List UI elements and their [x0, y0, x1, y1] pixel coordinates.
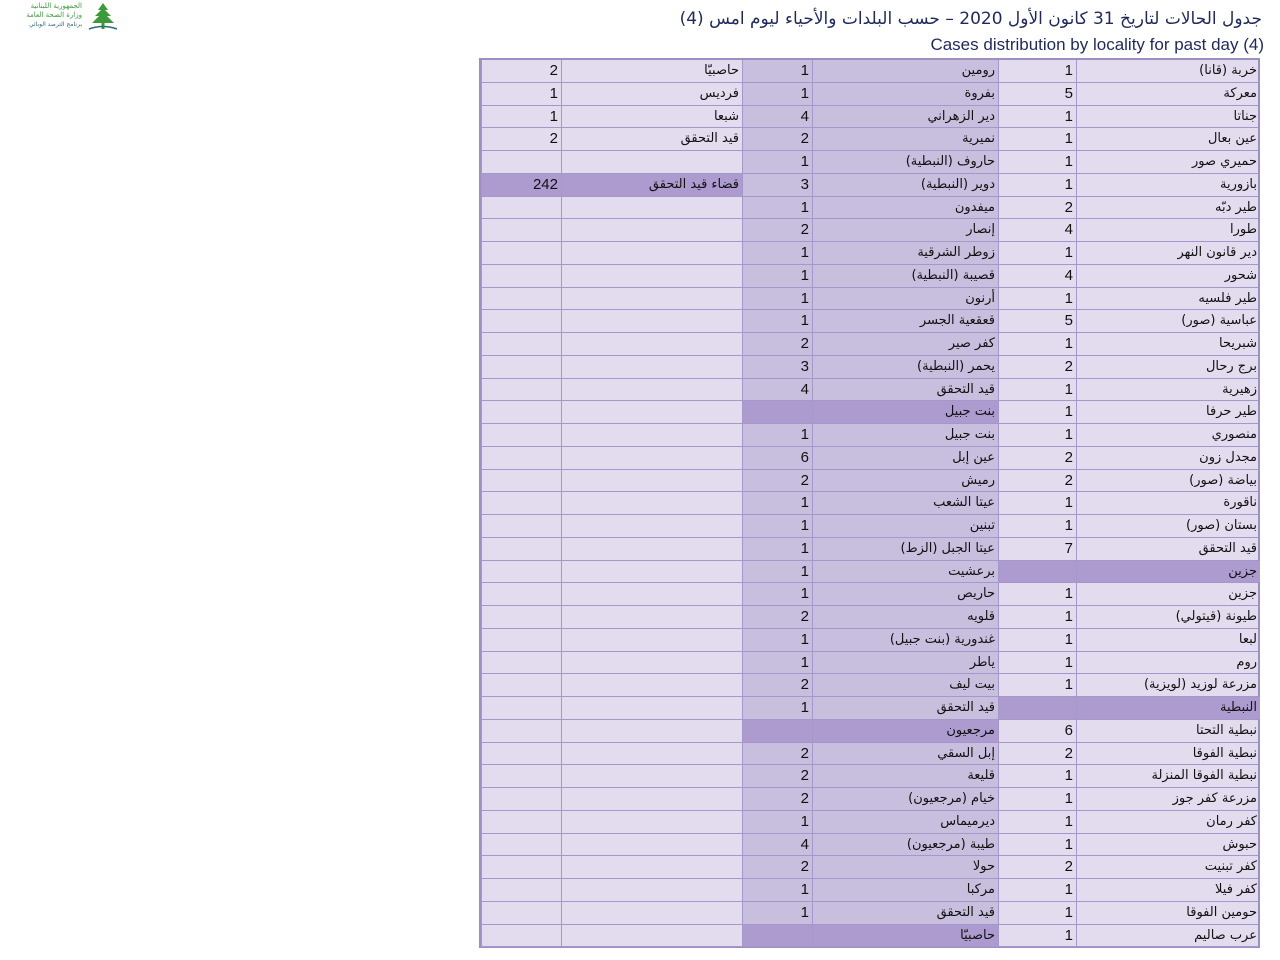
- cases-count-col2: 1: [742, 902, 812, 924]
- cases-count-col1: 1: [998, 401, 1076, 423]
- locality-name-col1: كفر تبنيت: [1076, 856, 1260, 878]
- cases-count-col2: 1: [742, 583, 812, 605]
- locality-name-col1: زهيرية: [1076, 379, 1260, 401]
- cases-count-col2: 2: [742, 333, 812, 355]
- cases-count-col2: [742, 925, 812, 947]
- cases-count-col1: 1: [998, 379, 1076, 401]
- cases-count-col3: [481, 470, 561, 492]
- locality-name-col2: يحمر (النبطية): [812, 356, 998, 378]
- locality-name-col2: بيت ليف: [812, 674, 998, 696]
- locality-name-col2: عيتا الجبل (الزط): [812, 538, 998, 560]
- table-row: [481, 743, 1258, 766]
- table-row: [481, 60, 1258, 83]
- cases-count-col2: 1: [742, 538, 812, 560]
- table-row: [481, 492, 1258, 515]
- cases-count-col2: 3: [742, 174, 812, 196]
- table-row: [481, 106, 1258, 129]
- locality-name-col3: [561, 879, 742, 901]
- cases-count-col1: [998, 697, 1076, 719]
- cases-count-col2: 1: [742, 515, 812, 537]
- cases-count-col2: 1: [742, 492, 812, 514]
- table-row: [481, 697, 1258, 720]
- locality-name-col2: قلويه: [812, 606, 998, 628]
- cases-count-col2: [742, 720, 812, 742]
- cases-count-col2: 2: [742, 743, 812, 765]
- locality-name-col2: ميفدون: [812, 197, 998, 219]
- locality-name-col2: حاصبيّا: [812, 925, 998, 947]
- cases-count-col3: [481, 606, 561, 628]
- locality-name-col1: عباسية (صور): [1076, 310, 1260, 332]
- locality-name-col3: [561, 219, 742, 241]
- table-row: [481, 925, 1258, 948]
- locality-name-col2: طيبة (مرجعيون): [812, 834, 998, 856]
- cases-count-col3: [481, 197, 561, 219]
- locality-name-col1: برج رحال: [1076, 356, 1260, 378]
- locality-name-col2: كفر صير: [812, 333, 998, 355]
- cases-count-col2: 1: [742, 310, 812, 332]
- locality-name-col3: [561, 492, 742, 514]
- cases-count-col3: [481, 538, 561, 560]
- locality-name-col3: [561, 902, 742, 924]
- locality-name-col3: [561, 265, 742, 287]
- locality-name-col2: قصيبة (النبطية): [812, 265, 998, 287]
- locality-name-col1: النبطية: [1076, 697, 1260, 719]
- table-row: [481, 583, 1258, 606]
- cases-count-col1: 1: [998, 128, 1076, 150]
- table-row: [481, 788, 1258, 811]
- cases-count-col3: [481, 492, 561, 514]
- locality-name-col3: قضاء قيد التحقق: [561, 174, 742, 196]
- table-row: [481, 834, 1258, 857]
- locality-name-col1: كفر فيلا: [1076, 879, 1260, 901]
- locality-name-col1: عين بعال: [1076, 128, 1260, 150]
- table-row: [481, 538, 1258, 561]
- locality-name-col1: مزرعة لوزيد (لويزية): [1076, 674, 1260, 696]
- locality-name-col1: طورا: [1076, 219, 1260, 241]
- cases-count-col3: [481, 788, 561, 810]
- cases-count-col1: 2: [998, 470, 1076, 492]
- locality-name-col1: لبعا: [1076, 629, 1260, 651]
- locality-name-col1: دير قانون النهر: [1076, 242, 1260, 264]
- locality-name-col2: بنت جبيل: [812, 424, 998, 446]
- locality-name-col2: بنت جبيل: [812, 401, 998, 423]
- cedar-icon: [86, 2, 120, 32]
- locality-name-col2: حولا: [812, 856, 998, 878]
- locality-name-col3: [561, 674, 742, 696]
- cases-count-col1: 7: [998, 538, 1076, 560]
- table-row: [481, 879, 1258, 902]
- table-row: [481, 424, 1258, 447]
- cases-count-col3: [481, 333, 561, 355]
- cases-count-col2: 1: [742, 83, 812, 105]
- locality-name-col2: قيد التحقق: [812, 379, 998, 401]
- cases-count-col1: 1: [998, 788, 1076, 810]
- locality-name-col1: جزين: [1076, 583, 1260, 605]
- cases-count-col3: [481, 424, 561, 446]
- cases-count-col2: 2: [742, 856, 812, 878]
- cases-count-col3: [481, 561, 561, 583]
- cases-count-col1: 1: [998, 925, 1076, 947]
- locality-name-col3: [561, 151, 742, 173]
- cases-count-col1: 5: [998, 310, 1076, 332]
- cases-count-col2: 2: [742, 128, 812, 150]
- logo-text: [8, 2, 82, 29]
- locality-name-col2: حاريص: [812, 583, 998, 605]
- cases-count-col1: 1: [998, 492, 1076, 514]
- locality-name-col1: مزرعة كفر جوز: [1076, 788, 1260, 810]
- locality-name-col3: [561, 333, 742, 355]
- logo-line-2: وزارة الصحة العامة: [26, 11, 82, 19]
- locality-name-col2: حاروف (النبطية): [812, 151, 998, 173]
- locality-name-col3: [561, 583, 742, 605]
- locality-name-col2: دوير (النبطية): [812, 174, 998, 196]
- cases-count-col2: 1: [742, 629, 812, 651]
- locality-name-col2: مركبا: [812, 879, 998, 901]
- locality-name-col1: نبطية الفوقا المنزلة: [1076, 765, 1260, 787]
- cases-count-col2: 2: [742, 470, 812, 492]
- cases-count-col1: 5: [998, 83, 1076, 105]
- table-row: [481, 401, 1258, 424]
- cases-count-col3: [481, 720, 561, 742]
- cases-count-col1: 1: [998, 515, 1076, 537]
- locality-name-col2: عين إبل: [812, 447, 998, 469]
- cases-count-col2: 4: [742, 106, 812, 128]
- cases-count-col3: [481, 447, 561, 469]
- cases-count-col3: [481, 629, 561, 651]
- cases-count-col2: 3: [742, 356, 812, 378]
- locality-name-col2: قعقعية الجسر: [812, 310, 998, 332]
- locality-name-col1: مجدل زون: [1076, 447, 1260, 469]
- cases-count-col3: 242: [481, 174, 561, 196]
- table-row: [481, 333, 1258, 356]
- cases-count-col2: 4: [742, 379, 812, 401]
- cases-count-col3: [481, 288, 561, 310]
- locality-name-col1: طير فلسيه: [1076, 288, 1260, 310]
- table-row: [481, 265, 1258, 288]
- locality-name-col3: [561, 811, 742, 833]
- logo-line-3: برنامج الترصد الوبائي: [28, 21, 82, 28]
- cases-count-col1: 1: [998, 288, 1076, 310]
- cases-count-col1: 1: [998, 333, 1076, 355]
- locality-name-col2: بفروة: [812, 83, 998, 105]
- locality-name-col3: شبعا: [561, 106, 742, 128]
- locality-name-col3: [561, 834, 742, 856]
- locality-name-col3: [561, 447, 742, 469]
- locality-name-col3: [561, 925, 742, 947]
- cases-count-col3: 2: [481, 128, 561, 150]
- locality-name-col3: [561, 424, 742, 446]
- cases-count-col1: 1: [998, 652, 1076, 674]
- cases-count-col1: 1: [998, 765, 1076, 787]
- locality-name-col3: [561, 629, 742, 651]
- cases-count-col2: 2: [742, 788, 812, 810]
- cases-count-col2: 1: [742, 151, 812, 173]
- locality-name-col2: مرجعيون: [812, 720, 998, 742]
- cases-count-col3: [481, 856, 561, 878]
- locality-name-col3: [561, 310, 742, 332]
- cases-table: [479, 58, 1260, 948]
- cases-count-col1: 1: [998, 879, 1076, 901]
- table-row: [481, 856, 1258, 879]
- locality-name-col3: [561, 788, 742, 810]
- locality-name-col1: ناقورة: [1076, 492, 1260, 514]
- cases-count-col2: 4: [742, 834, 812, 856]
- cases-count-col1: 4: [998, 219, 1076, 241]
- locality-name-col3: [561, 765, 742, 787]
- cases-count-col3: 1: [481, 83, 561, 105]
- cases-count-col2: 1: [742, 561, 812, 583]
- locality-name-col2: قيد التحقق: [812, 902, 998, 924]
- locality-name-col2: دير الزهراني: [812, 106, 998, 128]
- locality-name-col3: حاصبيّا: [561, 60, 742, 82]
- cases-count-col3: [481, 765, 561, 787]
- locality-name-col2: عيتا الشعب: [812, 492, 998, 514]
- locality-name-col1: بستان (صور): [1076, 515, 1260, 537]
- table-row: [481, 515, 1258, 538]
- locality-name-col3: [561, 606, 742, 628]
- locality-name-col3: [561, 288, 742, 310]
- locality-name-col2: قليعة: [812, 765, 998, 787]
- locality-name-col1: عرب صاليم: [1076, 925, 1260, 947]
- locality-name-col3: [561, 242, 742, 264]
- locality-name-col1: حبوش: [1076, 834, 1260, 856]
- cases-count-col2: 1: [742, 424, 812, 446]
- locality-name-col2: إنصار: [812, 219, 998, 241]
- locality-name-col1: شحور: [1076, 265, 1260, 287]
- locality-name-col1: نبطية التحتا: [1076, 720, 1260, 742]
- cases-count-col3: [481, 515, 561, 537]
- page-title-arabic: جدول الحالات لتاريخ 31 كانون الأول 2020 – حسب البلدات والأحياء ليوم امس (4): [679, 9, 1262, 29]
- cases-count-col3: [481, 879, 561, 901]
- cases-count-col1: 1: [998, 674, 1076, 696]
- locality-name-col3: [561, 538, 742, 560]
- locality-name-col1: قيد التحقق: [1076, 538, 1260, 560]
- locality-name-col3: [561, 652, 742, 674]
- locality-name-col2: إبل السقي: [812, 743, 998, 765]
- cases-count-col3: [481, 811, 561, 833]
- cases-count-col1: 1: [998, 151, 1076, 173]
- locality-name-col2: رومين: [812, 60, 998, 82]
- locality-name-col1: حومين الفوقا: [1076, 902, 1260, 924]
- locality-name-col3: [561, 515, 742, 537]
- cases-count-col1: 2: [998, 447, 1076, 469]
- locality-name-col1: كفر رمان: [1076, 811, 1260, 833]
- table-row: [481, 310, 1258, 333]
- locality-name-col2: أرنون: [812, 288, 998, 310]
- cases-count-col2: 2: [742, 674, 812, 696]
- locality-name-col1: بياضة (صور): [1076, 470, 1260, 492]
- table-row: [481, 765, 1258, 788]
- locality-name-col3: [561, 561, 742, 583]
- cases-count-col3: [481, 310, 561, 332]
- cases-count-col2: 2: [742, 606, 812, 628]
- cases-count-col2: 1: [742, 265, 812, 287]
- cases-count-col1: 4: [998, 265, 1076, 287]
- locality-name-col1: شبريحا: [1076, 333, 1260, 355]
- table-row: [481, 356, 1258, 379]
- locality-name-col1: خربة (قانا): [1076, 60, 1260, 82]
- table-row: [481, 606, 1258, 629]
- table-row: [481, 83, 1258, 106]
- cases-count-col1: 2: [998, 356, 1076, 378]
- locality-name-col2: ياطر: [812, 652, 998, 674]
- locality-name-col2: ديرميماس: [812, 811, 998, 833]
- locality-name-col3: [561, 470, 742, 492]
- cases-count-col3: [481, 265, 561, 287]
- cases-count-col2: 1: [742, 288, 812, 310]
- cases-count-col1: 1: [998, 606, 1076, 628]
- cases-count-col3: [481, 583, 561, 605]
- locality-name-col1: جزين: [1076, 561, 1260, 583]
- cases-count-col2: 1: [742, 242, 812, 264]
- table-row: [481, 674, 1258, 697]
- logo-line-1: الجمهورية اللبنانية: [30, 2, 82, 10]
- table-row: [481, 447, 1258, 470]
- locality-name-col1: حميري صور: [1076, 151, 1260, 173]
- cases-count-col2: 1: [742, 879, 812, 901]
- locality-name-col2: زوطر الشرقية: [812, 242, 998, 264]
- cases-count-col1: 1: [998, 811, 1076, 833]
- locality-name-col1: بازورية: [1076, 174, 1260, 196]
- locality-name-col1: طير دبّه: [1076, 197, 1260, 219]
- locality-name-col3: [561, 856, 742, 878]
- locality-name-col3: [561, 720, 742, 742]
- cases-count-col1: 1: [998, 902, 1076, 924]
- cases-count-col1: 1: [998, 424, 1076, 446]
- table-row: [481, 128, 1258, 151]
- locality-name-col1: طيونة (قيتولي): [1076, 606, 1260, 628]
- table-row: [481, 174, 1258, 197]
- cases-count-col3: [481, 356, 561, 378]
- table-row: [481, 242, 1258, 265]
- cases-count-col1: 1: [998, 174, 1076, 196]
- cases-count-col2: 2: [742, 219, 812, 241]
- cases-count-col2: 2: [742, 765, 812, 787]
- cases-count-col3: 1: [481, 106, 561, 128]
- locality-name-col1: طير حرفا: [1076, 401, 1260, 423]
- cases-count-col1: 6: [998, 720, 1076, 742]
- cases-count-col1: 1: [998, 60, 1076, 82]
- cases-count-col2: 1: [742, 60, 812, 82]
- table-row: [481, 720, 1258, 743]
- locality-name-col1: معركة: [1076, 83, 1260, 105]
- cases-count-col2: 6: [742, 447, 812, 469]
- cases-count-col3: [481, 652, 561, 674]
- cases-count-col3: [481, 902, 561, 924]
- table-row: [481, 629, 1258, 652]
- cases-count-col1: 1: [998, 629, 1076, 651]
- cases-count-col2: [742, 401, 812, 423]
- locality-name-col3: قيد التحقق: [561, 128, 742, 150]
- cases-count-col1: [998, 561, 1076, 583]
- cases-count-col1: 1: [998, 242, 1076, 264]
- locality-name-col1: نبطية الفوقا: [1076, 743, 1260, 765]
- cases-count-col3: [481, 834, 561, 856]
- locality-name-col3: [561, 401, 742, 423]
- locality-name-col2: رميش: [812, 470, 998, 492]
- locality-name-col3: [561, 697, 742, 719]
- locality-name-col1: منصوري: [1076, 424, 1260, 446]
- locality-name-col2: برعشيت: [812, 561, 998, 583]
- cases-count-col3: [481, 219, 561, 241]
- cases-count-col1: 1: [998, 834, 1076, 856]
- table-row: [481, 197, 1258, 220]
- cases-count-col3: [481, 401, 561, 423]
- cases-count-col3: [481, 697, 561, 719]
- locality-name-col3: فرديس: [561, 83, 742, 105]
- locality-name-col3: [561, 379, 742, 401]
- cases-count-col2: 1: [742, 197, 812, 219]
- table-row: [481, 902, 1258, 925]
- locality-name-col1: جناتا: [1076, 106, 1260, 128]
- table-row: [481, 379, 1258, 402]
- table-row: [481, 288, 1258, 311]
- table-row: [481, 811, 1258, 834]
- locality-name-col2: قيد التحقق: [812, 697, 998, 719]
- locality-name-col3: [561, 356, 742, 378]
- locality-name-col2: غندورية (بنت جبيل): [812, 629, 998, 651]
- locality-name-col3: [561, 197, 742, 219]
- locality-name-col1: روم: [1076, 652, 1260, 674]
- cases-count-col3: [481, 379, 561, 401]
- cases-count-col1: 2: [998, 856, 1076, 878]
- locality-name-col2: تبنين: [812, 515, 998, 537]
- cases-count-col3: [481, 743, 561, 765]
- cases-count-col3: 2: [481, 60, 561, 82]
- table-row: [481, 652, 1258, 675]
- cases-count-col2: 1: [742, 652, 812, 674]
- table-row: [481, 219, 1258, 242]
- cases-count-col3: [481, 925, 561, 947]
- page-title-english: Cases distribution by locality for past day (4): [930, 35, 1264, 54]
- cases-count-col2: 1: [742, 811, 812, 833]
- cases-count-col3: [481, 674, 561, 696]
- locality-name-col3: [561, 743, 742, 765]
- locality-name-col2: نميرية: [812, 128, 998, 150]
- cases-count-col1: 2: [998, 197, 1076, 219]
- cases-count-col1: 2: [998, 743, 1076, 765]
- cases-count-col3: [481, 151, 561, 173]
- ministry-logo: [8, 2, 112, 32]
- cases-count-col3: [481, 242, 561, 264]
- cases-count-col1: 1: [998, 106, 1076, 128]
- table-row: [481, 561, 1258, 584]
- table-row: [481, 151, 1258, 174]
- cases-count-col1: 1: [998, 583, 1076, 605]
- table-row: [481, 470, 1258, 493]
- cases-count-col2: 1: [742, 697, 812, 719]
- locality-name-col2: خيام (مرجعيون): [812, 788, 998, 810]
